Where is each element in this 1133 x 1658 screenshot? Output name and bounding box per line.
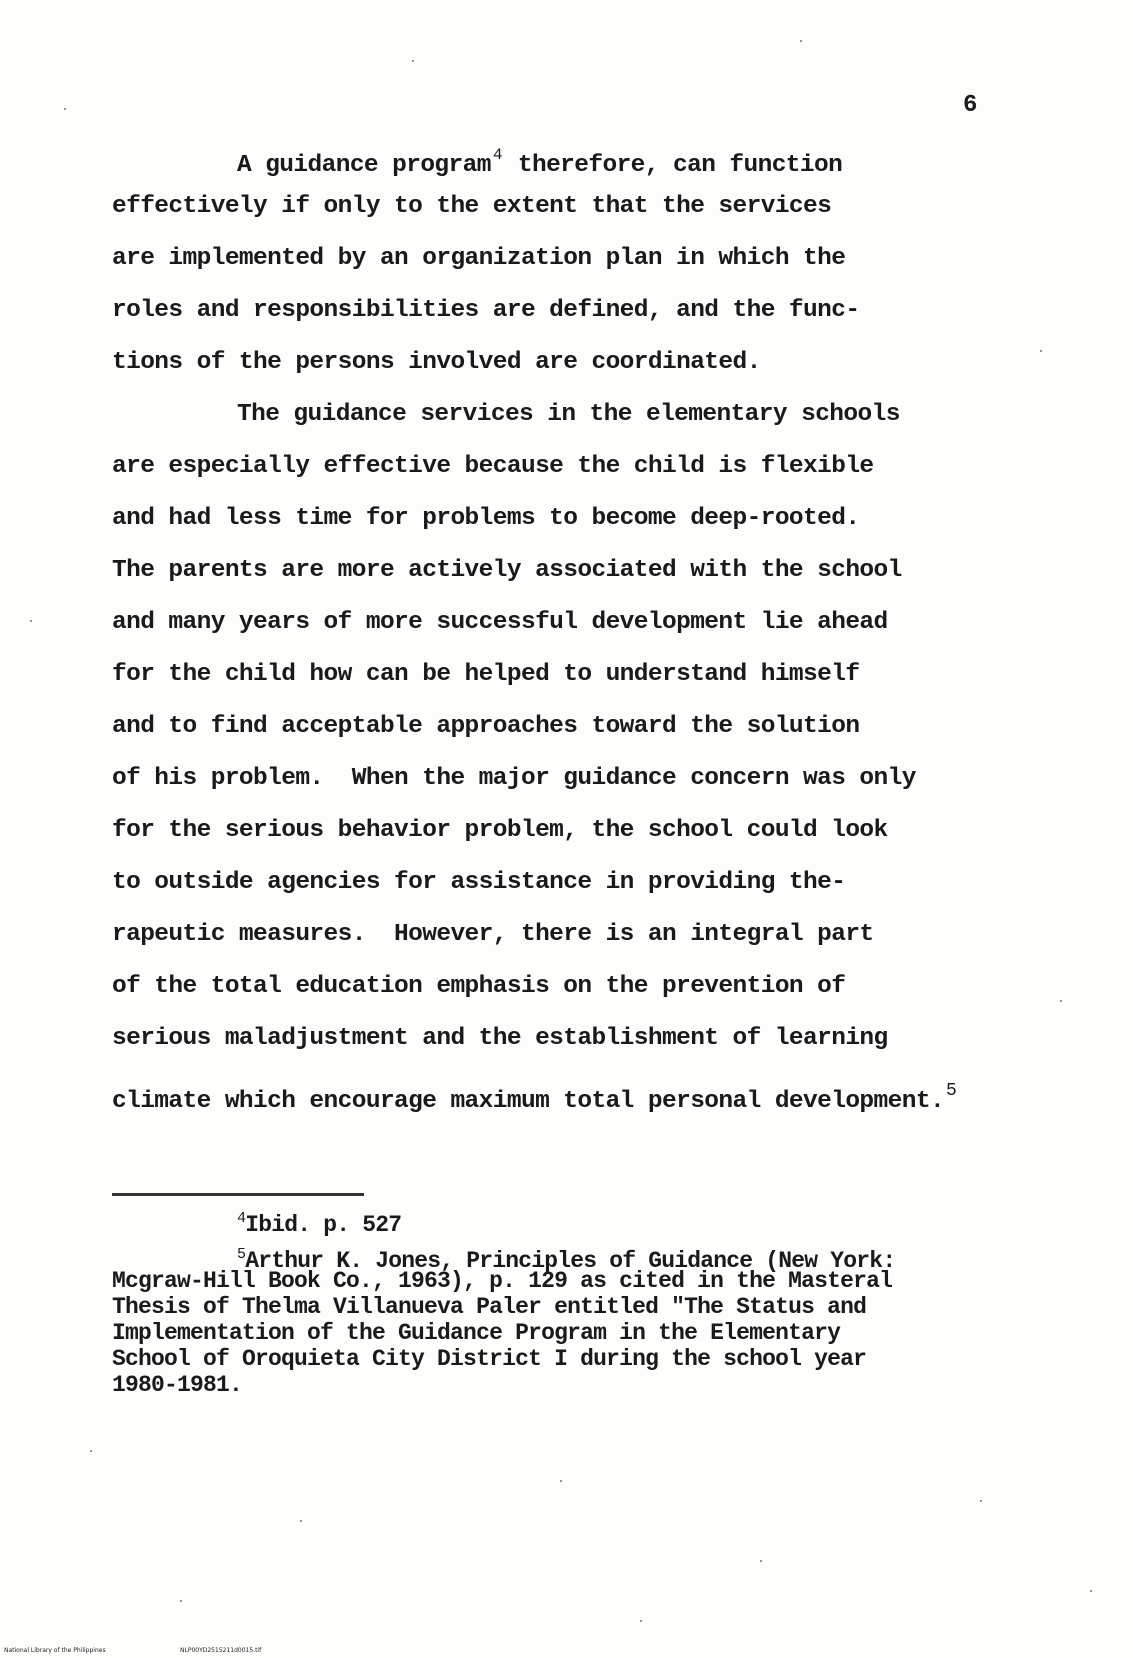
body-text: therefore, can function [517, 152, 843, 179]
body-line: and had less time for problems to become deep-rooted. [112, 505, 860, 532]
scan-library-label: National Library of the Philippines [4, 1647, 106, 1654]
body-line: are implemented by an organization plan in which the [112, 245, 846, 272]
scan-speck [90, 1450, 92, 1452]
footnote-text: Ibid. p. 527 [245, 1212, 402, 1238]
footnote-ref: 4 [492, 146, 502, 164]
body-line [237, 140, 842, 181]
page-number: 6 [963, 92, 978, 119]
footnote-line: Mcgraw-Hill Book Co., 1963), p. 129 as cited in the Masteral [112, 1268, 893, 1294]
scan-speck [300, 1520, 302, 1522]
body-line: for the serious behavior problem, the school could look [112, 817, 888, 844]
scan-speck [30, 620, 32, 622]
body-line [112, 1076, 956, 1117]
scan-speck [1060, 1000, 1062, 1002]
body-line: tions of the persons involved are coordinated. [112, 349, 761, 376]
footnote-divider [112, 1193, 364, 1196]
scan-speck [1040, 350, 1042, 352]
scan-speck [1090, 1590, 1092, 1592]
scan-speck [800, 40, 802, 42]
body-line: of his problem. When the major guidance concern was only [112, 765, 916, 792]
body-line: and many years of more successful development lie ahead [112, 609, 888, 636]
scan-speck [64, 108, 66, 110]
footnote-marker: 5 [237, 1246, 246, 1263]
footnote-marker: 4 [237, 1210, 246, 1227]
body-line: The guidance services in the elementary schools [237, 401, 900, 428]
body-line: are especially effective because the child is flexible [112, 453, 874, 480]
footnote-4 [237, 1206, 401, 1238]
scan-speck [412, 60, 414, 62]
footnote-text: Arthur K. Jones, Principles of Guidance (New York: [245, 1248, 896, 1274]
footnote-ref: 5 [946, 1081, 957, 1101]
body-line: to outside agencies for assistance in providing the- [112, 869, 846, 896]
body-line: serious maladjustment and the establishment of learning [112, 1025, 888, 1052]
scan-speck [760, 1560, 762, 1562]
footnote-line: Thesis of Thelma Villanueva Paler entitled "The Status and [112, 1294, 867, 1320]
scan-file-id: NLP00YD2515211d0015.tif [180, 1647, 262, 1654]
scan-speck [980, 1500, 982, 1502]
footnote-line: 1980-1981. [112, 1372, 243, 1398]
footnote-line: Implementation of the Guidance Program in the Elementary [112, 1320, 841, 1346]
body-line: The parents are more actively associated with the school [112, 557, 902, 584]
body-text: A guidance program [237, 152, 491, 179]
scan-speck [640, 1620, 642, 1622]
scan-speck [180, 1600, 182, 1602]
body-line: roles and responsibilities are defined, and the func- [112, 297, 860, 324]
body-line: effectively if only to the extent that the services [112, 193, 832, 220]
body-line: rapeutic measures. However, there is an integral part [112, 921, 874, 948]
footnote-line: School of Oroquieta City District I during the school year [112, 1346, 867, 1372]
body-text: climate which encourage maximum total personal development. [112, 1088, 945, 1115]
scan-speck [560, 1480, 562, 1482]
body-line: for the child how can be helped to understand himself [112, 661, 860, 688]
body-line: of the total education emphasis on the prevention of [112, 973, 846, 1000]
body-line: and to find acceptable approaches toward the solution [112, 713, 860, 740]
